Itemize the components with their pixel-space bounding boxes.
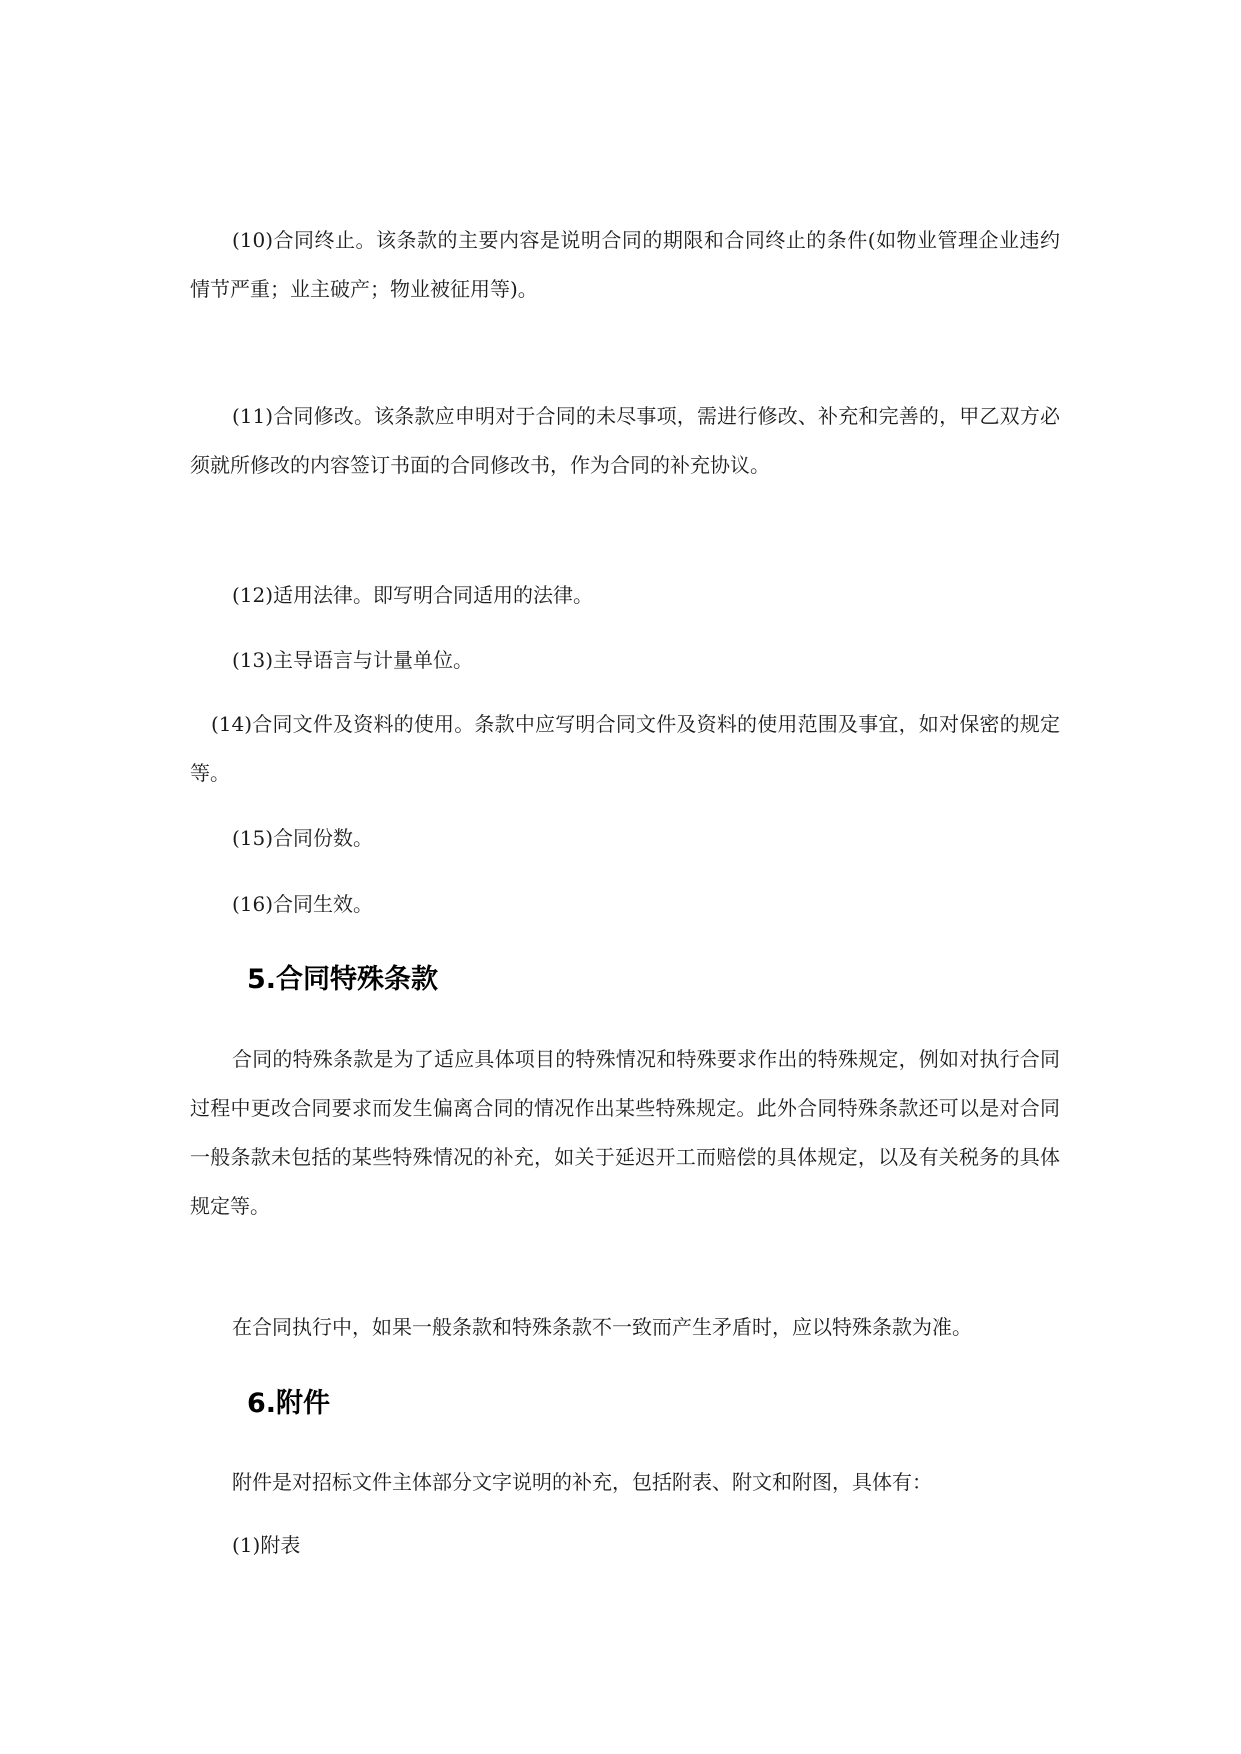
paragraph-clause-15: (15)合同份数。	[232, 826, 374, 850]
paragraph-clause-13: (13)主导语言与计量单位。	[232, 648, 474, 672]
paragraph-special-clauses-1: 合同的特殊条款是为了适应具体项目的特殊情况和特殊要求作出的特殊规定，例如对执行合同过程中更改合同要求而发生偏离合同的情况作出某些特殊规定。此外合同特殊条款还可以是对合同一般条款未包括的某些特殊情况的补充，如关于延迟开工而赔偿的具体规定，以及有关税务的具体规定等。	[190, 1047, 1060, 1218]
paragraph-clause-14: (14)合同文件及资料的使用。条款中应写明合同文件及资料的使用范围及事宜，如对保密的规定等。	[190, 712, 1060, 785]
paragraph-special-clauses-2: 在合同执行中，如果一般条款和特殊条款不一致而产生矛盾时，应以特殊条款为准。	[232, 1315, 972, 1339]
paragraph-clause-12: (12)适用法律。即写明合同适用的法律。	[232, 583, 594, 607]
section-heading-special-clauses: 5.合同特殊条款	[247, 964, 439, 995]
paragraph-clause-10: (10)合同终止。该条款的主要内容是说明合同的期限和合同终止的条件(如物业管理企业违约情节严重；业主破产；物业被征用等)。	[190, 228, 1060, 301]
paragraph-clause-16: (16)合同生效。	[232, 892, 374, 916]
paragraph-clause-11: (11)合同修改。该条款应申明对于合同的未尽事项，需进行修改、补充和完善的，甲乙双方必须就所修改的内容签订书面的合同修改书，作为合同的补充协议。	[190, 404, 1060, 477]
paragraph-attachments-item-1: (1)附表	[232, 1533, 301, 1557]
section-heading-attachments: 6.附件	[247, 1388, 331, 1419]
paragraph-attachments-intro: 附件是对招标文件主体部分文字说明的补充，包括附表、附文和附图，具体有：	[232, 1470, 932, 1494]
